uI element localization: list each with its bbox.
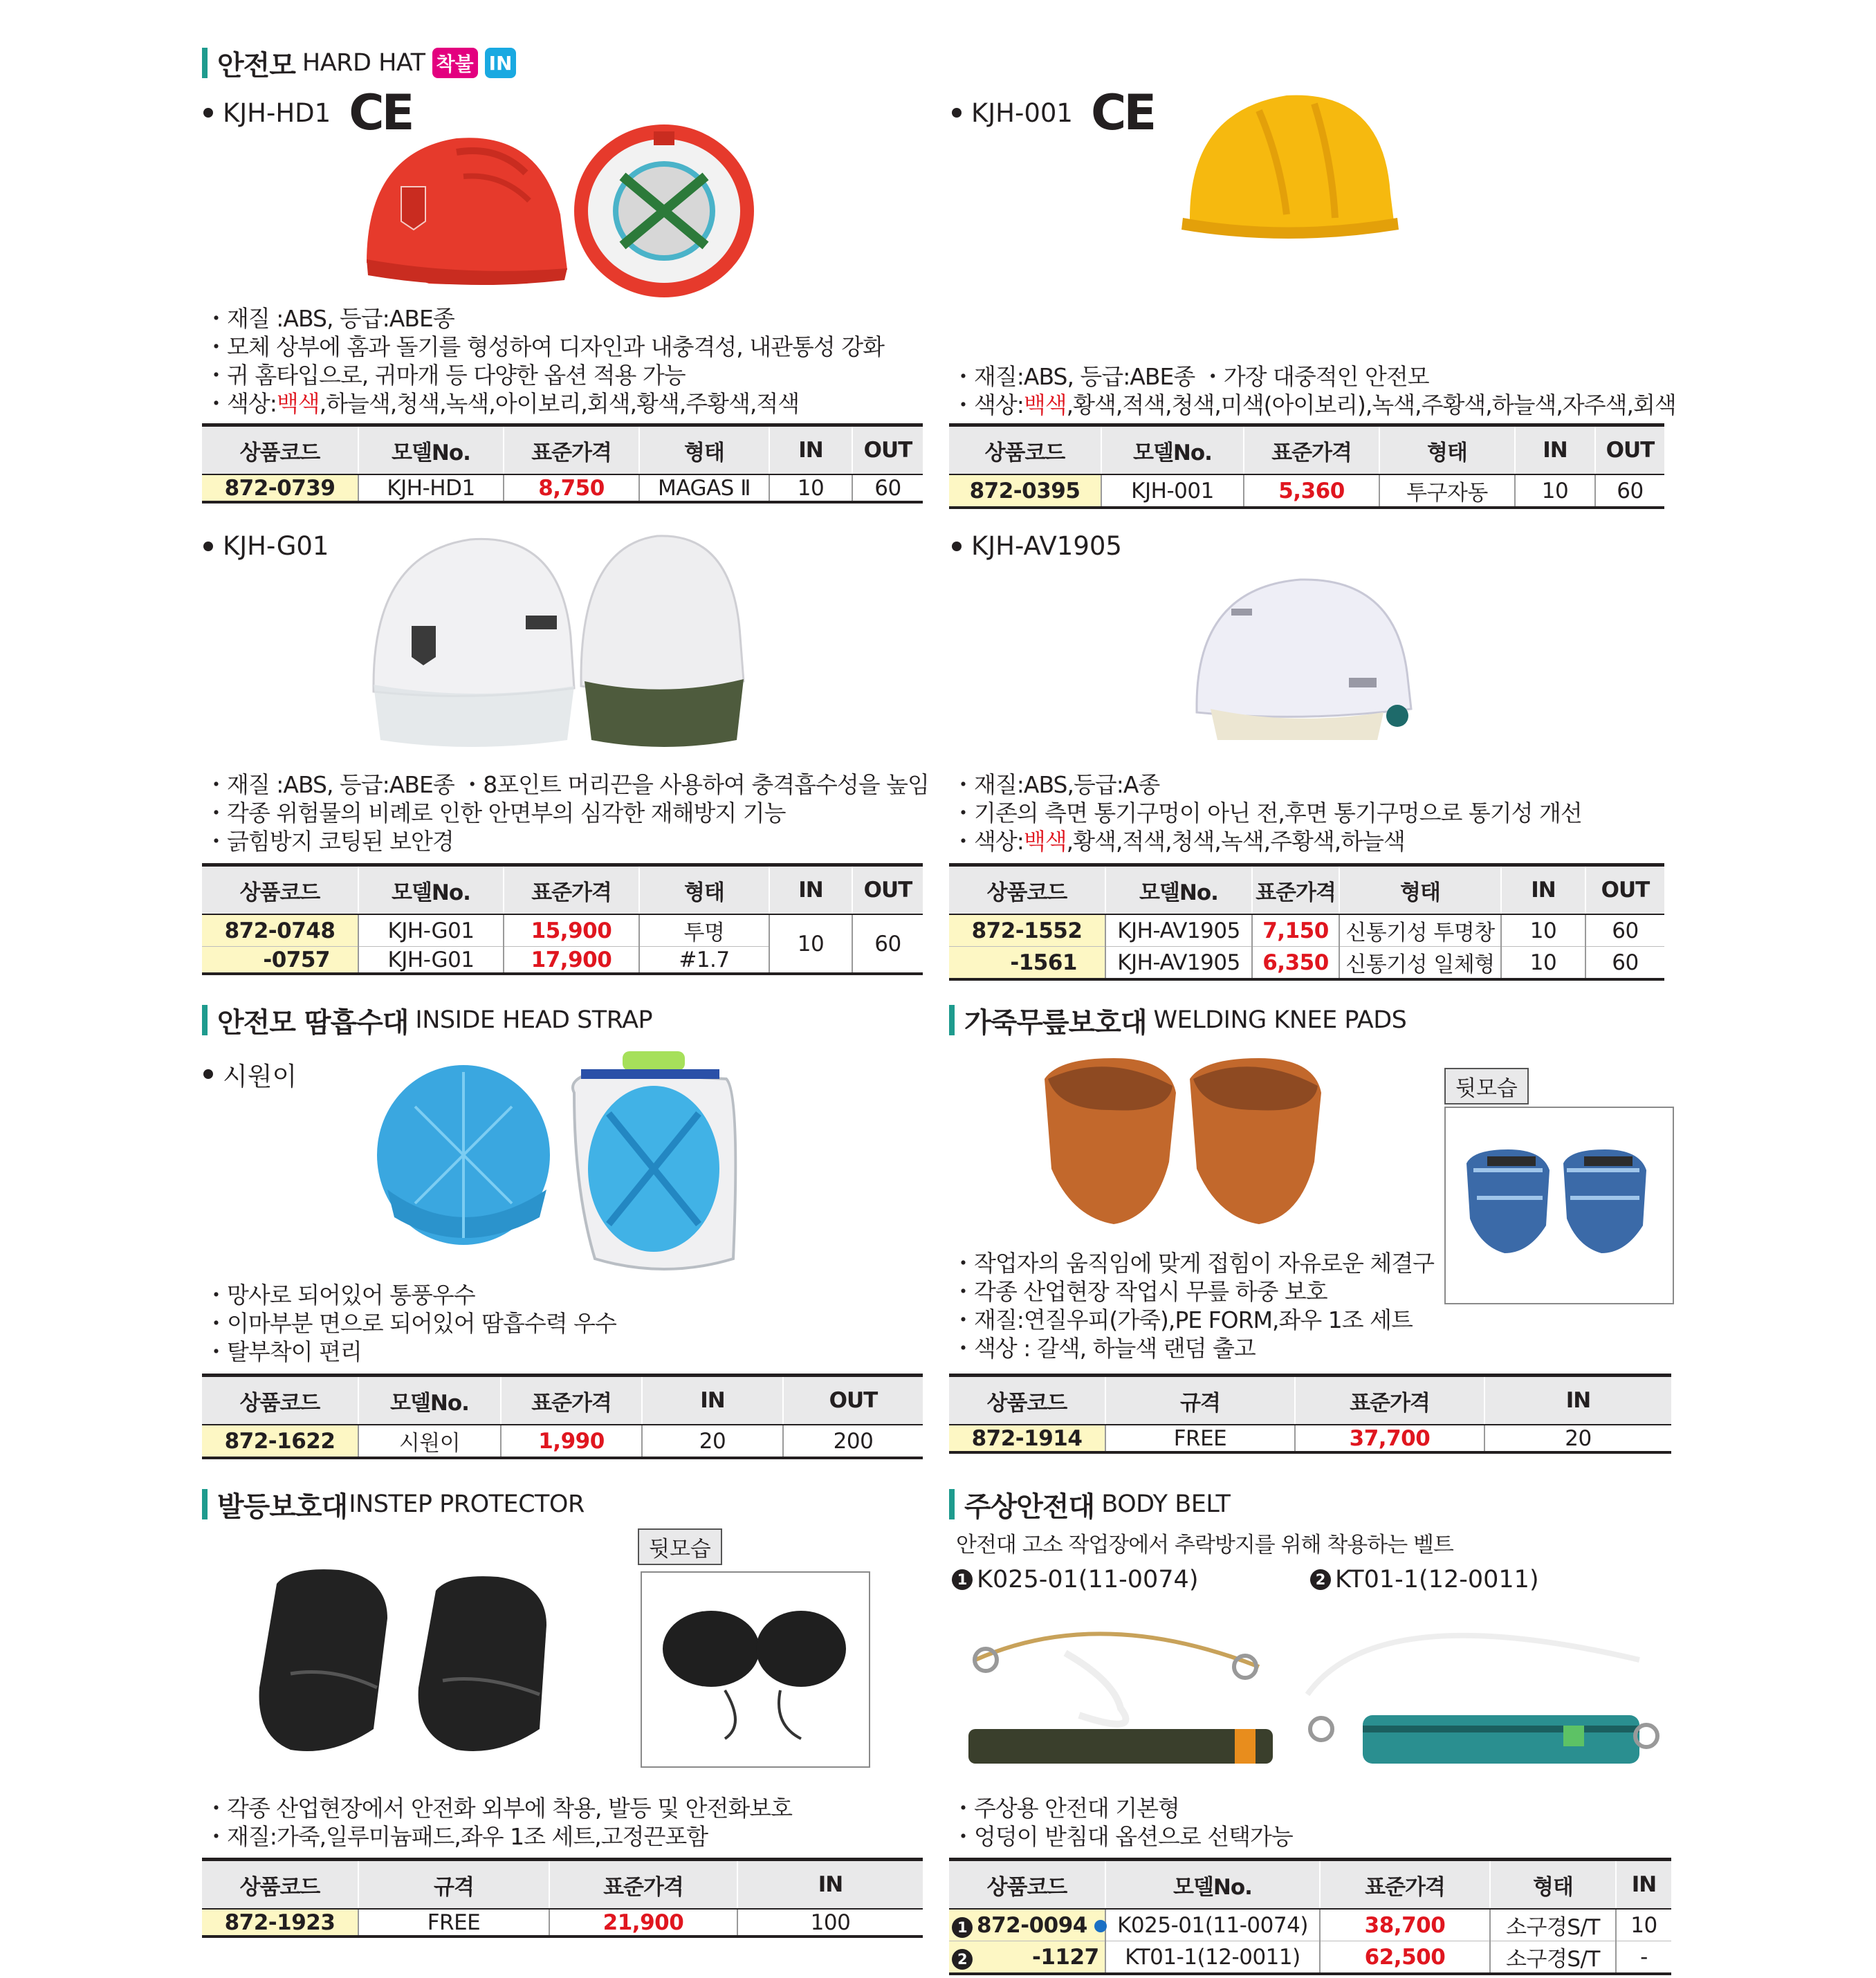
th-code: 상품코드 <box>202 865 358 915</box>
red-helmet-inside <box>574 124 754 297</box>
table-row <box>949 1425 1671 1452</box>
cell-code: -0757 <box>202 947 358 974</box>
bullet-dot <box>203 1069 213 1079</box>
bullet-dot <box>203 542 213 551</box>
cell-price: 15,900 <box>504 914 639 947</box>
instep-back-view-frame <box>641 1571 870 1768</box>
th-size: 규격 <box>1105 1376 1295 1425</box>
model-name: KJH-HD1 <box>223 98 331 128</box>
bullet-line-colors: ・색상:백색,하늘색,청색,녹색,아이보리,회색,황색,주황색,적색 <box>205 390 800 417</box>
belt-item-2-title <box>1310 1566 1539 1593</box>
th-type: 형태 <box>639 865 769 915</box>
th-code: 상품코드 <box>202 1376 358 1425</box>
cell-in: 10 <box>769 474 852 502</box>
cell-price: 37,700 <box>1295 1425 1484 1452</box>
cell-price: 6,350 <box>1252 947 1339 980</box>
th-code: 상품코드 <box>949 1376 1105 1425</box>
section-title-ko: 가죽무릎보호대 <box>964 1006 1147 1039</box>
ce-mark-icon: CE <box>1090 84 1155 141</box>
bullet-line: ・모체 상부에 홈과 돌기를 형성하여 디자인과 내충격성, 내관통성 강화 <box>205 333 884 360</box>
yellow-helmet-image <box>1176 83 1411 242</box>
table-hd1 <box>202 423 923 503</box>
th-model: 모델No. <box>1105 1860 1320 1910</box>
cell-price: 17,900 <box>504 947 639 974</box>
bullets-001 <box>952 362 1676 419</box>
section-title-en: BODY BELT <box>1101 1490 1231 1518</box>
bullets-belt <box>952 1794 1293 1851</box>
cell-code: 872-1622 <box>202 1425 358 1458</box>
section-title-ko: 안전모 <box>217 49 295 82</box>
model-title-av1905 <box>952 531 1122 561</box>
cell-code: 872-1914 <box>949 1425 1105 1452</box>
helmet-with-strap <box>573 1051 735 1269</box>
cell-in: 20 <box>642 1425 783 1458</box>
table-row <box>202 914 923 947</box>
model-name: KJH-G01 <box>223 531 329 561</box>
th-out: OUT <box>852 425 923 475</box>
section-title-en: WELDING KNEE PADS <box>1153 1006 1407 1034</box>
cell-in: 10 <box>1501 914 1585 947</box>
cell-type: 투명 <box>639 914 769 947</box>
section-title-strap <box>202 1003 652 1037</box>
th-model: 모델No. <box>358 425 504 475</box>
th-in: IN <box>642 1376 783 1425</box>
th-in: IN <box>1515 425 1595 475</box>
belt-item-1-title <box>952 1566 1198 1593</box>
cell-out: 60 <box>1585 914 1664 947</box>
th-code: 상품코드 <box>949 865 1105 915</box>
th-model: 모델No. <box>1105 865 1252 915</box>
th-in: IN <box>769 865 852 915</box>
table-001 <box>949 423 1664 509</box>
model-name: 시원이 <box>223 1062 297 1091</box>
section-bar <box>202 1489 208 1519</box>
bullet-dot <box>952 108 962 118</box>
cell-model: KJH-HD1 <box>358 474 504 502</box>
cell-price: 8,750 <box>504 474 639 502</box>
cell-type: 소구경S/T <box>1490 1909 1616 1941</box>
bullet-line-colors: ・색상:백색,황색,적색,청색,미색(아이보리),녹색,주황색,하늘색,자주색,회색 <box>952 391 1676 418</box>
th-price: 표준가격 <box>1244 425 1379 475</box>
section-bar <box>202 1005 208 1035</box>
cell-model: KJH-G01 <box>358 914 504 947</box>
bullets-strap <box>205 1281 616 1366</box>
model-title-g01 <box>203 531 329 561</box>
cell-model: KJH-AV1905 <box>1105 947 1252 980</box>
th-price: 표준가격 <box>549 1860 737 1910</box>
th-out: OUT <box>783 1376 923 1425</box>
body-belt-images <box>962 1605 1667 1777</box>
white-helmet-clear-shield <box>374 539 574 747</box>
section-title-hardhat <box>202 46 516 80</box>
number-badge: 1 <box>952 1569 973 1590</box>
table-row <box>949 1941 1671 1975</box>
model-name: KJH-001 <box>971 98 1073 128</box>
bullets-av1905 <box>952 770 1582 856</box>
instep-protector-image <box>249 1563 567 1764</box>
cell-price: 38,700 <box>1320 1909 1490 1941</box>
cell-price: 7,150 <box>1252 914 1339 947</box>
th-model: 모델No. <box>358 865 504 915</box>
bullet-dot <box>952 542 962 551</box>
cell-model: 시원이 <box>358 1425 501 1458</box>
number-badge: 2 <box>952 1949 973 1970</box>
th-code: 상품코드 <box>949 425 1101 475</box>
cell-price: 1,990 <box>501 1425 642 1458</box>
cell-price: 5,360 <box>1244 474 1379 508</box>
table-av1905 <box>949 863 1664 981</box>
bullet-line-colors: ・색상:백색,황색,적색,청색,녹색,주황색,하늘색 <box>952 828 1405 855</box>
model-title-001 <box>952 84 1155 141</box>
dot-icon <box>1094 1920 1107 1932</box>
table-instep <box>202 1858 923 1938</box>
th-size: 규격 <box>358 1860 549 1910</box>
table-g01 <box>202 863 923 975</box>
cell-in: - <box>1616 1941 1671 1975</box>
knee-pads-back-image <box>1446 1108 1673 1303</box>
cell-code: 2 -1127 <box>949 1941 1105 1975</box>
cell-price: 21,900 <box>549 1909 737 1937</box>
cell-in: 20 <box>1484 1425 1671 1452</box>
th-out: OUT <box>1585 865 1664 915</box>
bullet-line: ・귀 홈타입으로, 귀마개 등 다양한 옵션 적용 가능 <box>205 362 686 389</box>
bullets-hd1 <box>205 304 884 418</box>
cell-out: 60 <box>852 914 923 974</box>
model-name: KT01-1(12-0011) <box>1335 1566 1539 1593</box>
table-row <box>202 474 923 502</box>
th-model: 모델No. <box>358 1376 501 1425</box>
cell-type: MAGAS Ⅱ <box>639 474 769 502</box>
knee-pad-left <box>1045 1058 1176 1224</box>
section-title-ko: 발등보호대 <box>217 1490 348 1523</box>
th-type: 형태 <box>1379 425 1515 475</box>
bullet-line: ・각종 산업현장 작업시 무릎 하중 보호 <box>952 1278 1327 1305</box>
cell-type: 신통기성 투명창 <box>1339 914 1501 947</box>
th-price: 표준가격 <box>504 865 639 915</box>
bullet-line: ・재질:연질우피(가죽),PE FORM,좌우 1조 세트 <box>952 1306 1413 1333</box>
red-helmet-side <box>367 138 567 285</box>
section-bar <box>949 1005 955 1035</box>
cell-code: 872-1552 <box>949 914 1105 947</box>
cell-in: 10 <box>1515 474 1595 508</box>
th-type: 형태 <box>1490 1860 1616 1910</box>
th-price: 표준가격 <box>501 1376 642 1425</box>
cell-type: 소구경S/T <box>1490 1941 1616 1975</box>
table-row <box>202 1425 923 1458</box>
th-price: 표준가격 <box>504 425 639 475</box>
cell-code: 872-1923 <box>202 1909 358 1937</box>
table-knee <box>949 1374 1671 1454</box>
section-title-instep <box>202 1487 585 1522</box>
section-title-en: INSTEP PROTECTOR <box>349 1490 585 1518</box>
bullet-line: ・각종 산업현장에서 안전화 외부에 착용, 발등 및 안전화보호 <box>205 1795 792 1822</box>
section-title-ko: 주상안전대 <box>964 1490 1095 1523</box>
cell-type: 신통기성 일체형 <box>1339 947 1501 980</box>
bullet-line: ・탈부착이 편리 <box>205 1338 362 1365</box>
cell-size: FREE <box>1105 1425 1295 1452</box>
table-row <box>202 1909 923 1937</box>
cell-model: KT01-1(12-0011) <box>1105 1941 1320 1975</box>
th-price: 표준가격 <box>1252 865 1339 915</box>
instep-left <box>259 1569 387 1751</box>
knee-pads-image <box>1031 1051 1335 1231</box>
bullets-instep <box>205 1794 792 1851</box>
table-row <box>949 914 1664 947</box>
th-code: 상품코드 <box>202 425 358 475</box>
bullet-line: ・재질:ABS,등급:A종 <box>952 771 1160 798</box>
cell-model: KJH-001 <box>1101 474 1244 508</box>
cell-model: KJH-AV1905 <box>1105 914 1252 947</box>
cell-code: -1561 <box>949 947 1105 980</box>
mesh-strap <box>377 1065 550 1245</box>
knee-pad-right <box>1190 1058 1321 1224</box>
bullet-line: ・주상용 안전대 기본형 <box>952 1795 1179 1822</box>
cell-out: 200 <box>783 1425 923 1458</box>
cell-type: 투구자동 <box>1379 474 1515 508</box>
bullet-line: ・망사로 되어있어 통풍우수 <box>205 1282 475 1309</box>
number-badge: 2 <box>1310 1569 1331 1590</box>
bullets-knee <box>952 1249 1434 1362</box>
bullet-line: ・이마부분 면으로 되어있어 땀흡수력 우수 <box>205 1310 616 1337</box>
bullets-g01 <box>205 770 929 856</box>
table-row <box>949 947 1664 980</box>
th-type: 형태 <box>1339 865 1501 915</box>
th-in: IN <box>1616 1860 1671 1910</box>
th-price: 표준가격 <box>1295 1376 1484 1425</box>
bullet-line: ・긁힘방지 코팅된 보안경 <box>205 828 454 855</box>
white-helmet-shield-images <box>367 533 754 754</box>
cell-code: 872-0395 <box>949 474 1101 508</box>
belt-subtitle: 안전대 고소 작업장에서 추락방지를 위해 착용하는 벨트 <box>956 1533 1453 1558</box>
cell-in: 100 <box>737 1909 923 1937</box>
section-title-belt <box>949 1487 1230 1522</box>
section-title-en: HARD HAT <box>302 49 425 77</box>
bullet-line: ・재질 :ABS, 등급:ABE종 ・8포인트 머리끈을 사용하여 충격흡수성을 높임 <box>205 771 929 798</box>
white-vent-helmet-image <box>1190 574 1425 740</box>
section-bar <box>202 48 208 78</box>
back-view-label: 뒷모습 <box>1444 1068 1529 1104</box>
cell-in: 10 <box>1501 947 1585 980</box>
instep-right <box>419 1576 546 1751</box>
bullet-line: ・재질:ABS, 등급:ABE종 ・가장 대중적인 안전모 <box>952 363 1429 390</box>
section-title-ko: 안전모 땀흡수대 <box>217 1006 409 1039</box>
model-title-strap <box>203 1055 297 1093</box>
cell-type: #1.7 <box>639 947 769 974</box>
cell-code: 872-0739 <box>202 474 358 502</box>
bullet-line: ・기존의 측면 통기구멍이 아닌 전,후면 통기구멍으로 통기성 개선 <box>952 799 1582 826</box>
cell-in: 10 <box>769 914 852 974</box>
cell-out: 60 <box>1595 474 1664 508</box>
th-code: 상품코드 <box>202 1860 358 1910</box>
cell-price: 62,500 <box>1320 1941 1490 1975</box>
section-title-en: INSIDE HEAD STRAP <box>415 1006 653 1034</box>
th-in: IN <box>1501 865 1585 915</box>
th-out: OUT <box>852 865 923 915</box>
instep-back-image <box>642 1573 869 1766</box>
bullet-line: ・작업자의 움직임에 맞게 접힘이 자유로운 체결구 <box>952 1250 1435 1277</box>
cell-code: 872-0748 <box>202 914 358 947</box>
table-row <box>949 1909 1671 1941</box>
th-price: 표준가격 <box>1320 1860 1490 1910</box>
th-in: IN <box>769 425 852 475</box>
ce-mark-icon: CE <box>349 84 412 141</box>
table-belt <box>949 1858 1671 1975</box>
in-badge: IN <box>485 48 517 78</box>
section-title-knee <box>949 1003 1406 1037</box>
th-in: IN <box>1484 1376 1671 1425</box>
th-type: 형태 <box>639 425 769 475</box>
bullet-line: ・재질 :ABS, 등급:ABE종 <box>205 305 454 332</box>
knee-back-view-frame <box>1444 1107 1674 1304</box>
table-row <box>949 474 1664 508</box>
cell-out: 60 <box>852 474 923 502</box>
bullet-dot <box>203 108 213 118</box>
th-model: 모델No. <box>1101 425 1244 475</box>
bullet-line: ・엉덩이 받침대 옵션으로 선택가능 <box>952 1823 1293 1850</box>
section-bar <box>949 1489 955 1519</box>
bullet-line: ・색상 : 갈색, 하늘색 랜덤 출고 <box>952 1335 1256 1362</box>
white-helmet-green-shield <box>581 536 744 747</box>
th-out: OUT <box>1595 425 1664 475</box>
red-helmet-images <box>360 111 761 304</box>
number-badge: 1 <box>952 1917 973 1938</box>
cell-code: 1 872-0094 <box>949 1909 1105 1941</box>
belt-2 <box>1307 1636 1657 1764</box>
model-name: K025-01(11-0074) <box>977 1566 1199 1593</box>
th-in: IN <box>737 1860 923 1910</box>
cell-size: FREE <box>358 1909 549 1937</box>
back-view-label: 뒷모습 <box>638 1528 722 1565</box>
table-strap <box>202 1374 923 1459</box>
th-code: 상품코드 <box>949 1860 1105 1910</box>
cell-model: KJH-G01 <box>358 947 504 974</box>
bullet-line: ・각종 위험물의 비례로 인한 안면부의 심각한 재해방지 기능 <box>205 799 786 826</box>
cell-out: 60 <box>1585 947 1664 980</box>
belt-1 <box>968 1634 1273 1764</box>
cell-in: 10 <box>1616 1909 1671 1941</box>
head-strap-images <box>374 1051 747 1279</box>
cod-badge: 착불 <box>432 48 478 78</box>
cell-model: K025-01(11-0074) <box>1105 1909 1320 1941</box>
bullet-line: ・재질:가죽,일루미늄패드,좌우 1조 세트,고정끈포함 <box>205 1823 708 1850</box>
model-name: KJH-AV1905 <box>971 531 1122 561</box>
